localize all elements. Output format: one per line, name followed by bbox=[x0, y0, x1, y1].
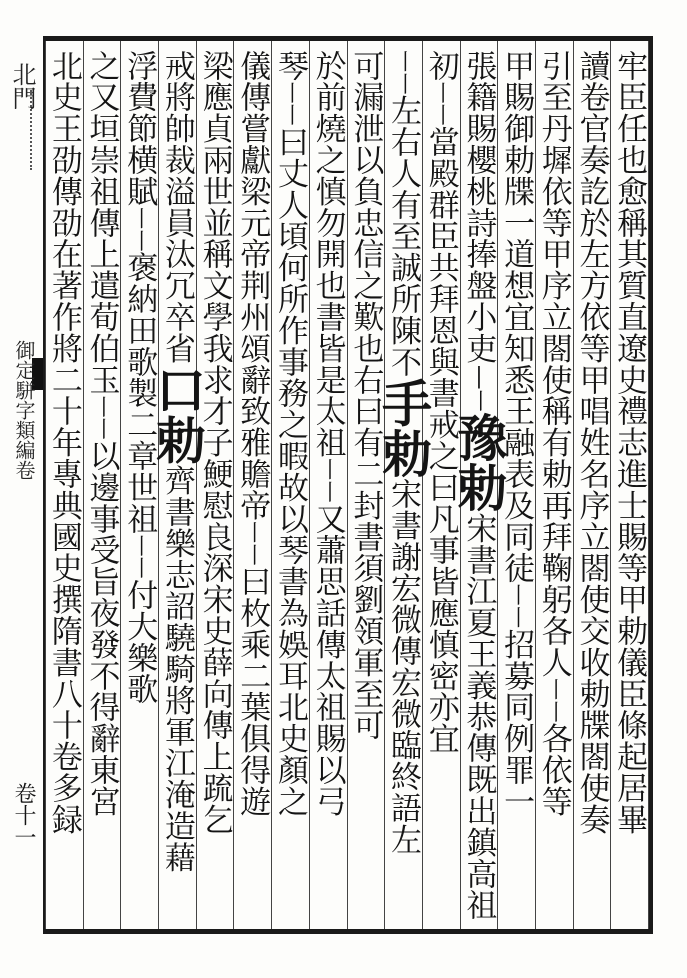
text-segment: 浮費節横賦 bbox=[121, 50, 158, 207]
text-segment: 讀卷官奏訖於左方依等甲唱姓名序立閤使交收勅牒閤使奏 bbox=[573, 50, 610, 835]
text-segment: 甲賜御勅牒一道想宜知悉王融表及同徒 bbox=[498, 50, 535, 584]
text-segment: 手勅 bbox=[374, 377, 434, 479]
text-segment: 之又垣崇祖傳上遣荀伯玉 bbox=[83, 50, 120, 396]
text-segment: 曰丈人頃何所作事務之暇故以琴書為娛耳北史顏之 bbox=[271, 126, 308, 818]
text-segment: 當殿群臣共拜恩 bbox=[422, 126, 459, 347]
text-segment: 豫勅 bbox=[449, 411, 509, 513]
text-segment: 左右人有至誠所陳不 bbox=[385, 94, 422, 378]
text-segment: 宋書謝宏微傳宏微臨終語左 bbox=[385, 478, 422, 856]
text-segment: 與書戒之曰凡事皆應慎密亦宜 bbox=[422, 346, 459, 755]
text-segment: 張籍賜櫻桃詩捧盤小吏 bbox=[460, 50, 497, 364]
text-segment: 曰枚乘二葉俱得遊 bbox=[234, 565, 271, 818]
text-segment: 丨丨 bbox=[127, 207, 153, 252]
margin-folio: 卷十一 bbox=[11, 782, 36, 848]
text-segment: 丨丨 bbox=[240, 521, 266, 566]
text-segment: 付大樂歌 bbox=[121, 579, 158, 705]
text-segment: 宋書江夏王義恭傳既出鎮高祖 bbox=[460, 512, 497, 921]
text-segment: 丨丨 bbox=[127, 534, 153, 580]
text-column bbox=[41, 50, 87, 925]
text-segment: 田歌製二章世祖 bbox=[121, 314, 158, 535]
margin-header: 北門 bbox=[8, 62, 36, 110]
text-segment: 丨丨 bbox=[391, 50, 417, 95]
text-segment: 右曰有二封書須劉領軍至可 bbox=[347, 364, 384, 741]
text-segment: 以邊事受旨夜發不得辭東宮 bbox=[83, 440, 120, 818]
text-segment: 初 bbox=[422, 50, 459, 82]
text-segment: 丨丨 bbox=[315, 458, 341, 504]
text-segment: 儀傳嘗獻梁元帝荆州頌辭致雅贍帝 bbox=[234, 50, 271, 521]
text-segment: 引至丹墀依等甲序立閤使稱有勅再拜鞠躬各人 bbox=[535, 50, 572, 678]
text-segment: 褒納 bbox=[121, 251, 158, 315]
text-segment: 齊書樂志詔驍騎將軍江淹造藉 bbox=[158, 464, 195, 874]
text-segment: 北史王劭傳劭在著作將二十年專典國史撰隋書八十卷多録 bbox=[45, 50, 82, 835]
text-segment: 牢臣任也愈稱其質直遼史禮志進士賜等甲勅儀臣條起居畢 bbox=[611, 50, 648, 835]
text-segment: 又蕭思話傳太祖賜以弓 bbox=[309, 503, 346, 818]
text-segment: 丨丨 bbox=[277, 81, 303, 127]
text-segment: 丨丨 bbox=[428, 81, 454, 127]
text-segment: 琴 bbox=[271, 50, 308, 82]
text-segment: 梁應貞兩世並稱文學我求才子鯁慰良深宋史薛向傳上䟽乞 bbox=[196, 50, 233, 835]
text-segment: 戒將帥裁溢員汰冗卒省 bbox=[158, 50, 195, 364]
text-segment: |丨 bbox=[466, 364, 492, 412]
text-segment: 招募同例罪一 bbox=[498, 628, 535, 818]
text-segment: 丨丨 bbox=[541, 678, 567, 723]
text-segment: 於前燒之慎勿開也書皆是太祖 bbox=[309, 50, 346, 459]
text-segment: 各依等 bbox=[535, 722, 572, 818]
margin-book-title: 御定駢字類編卷 bbox=[12, 340, 36, 480]
text-segment: 可漏泄以負忠信之歎也 bbox=[347, 50, 384, 364]
text-segment: 丨丨 bbox=[89, 395, 115, 441]
text-segment: 丨丨 bbox=[504, 583, 530, 629]
page-margin bbox=[0, 40, 42, 940]
text-segment: 口勅 bbox=[147, 364, 207, 465]
